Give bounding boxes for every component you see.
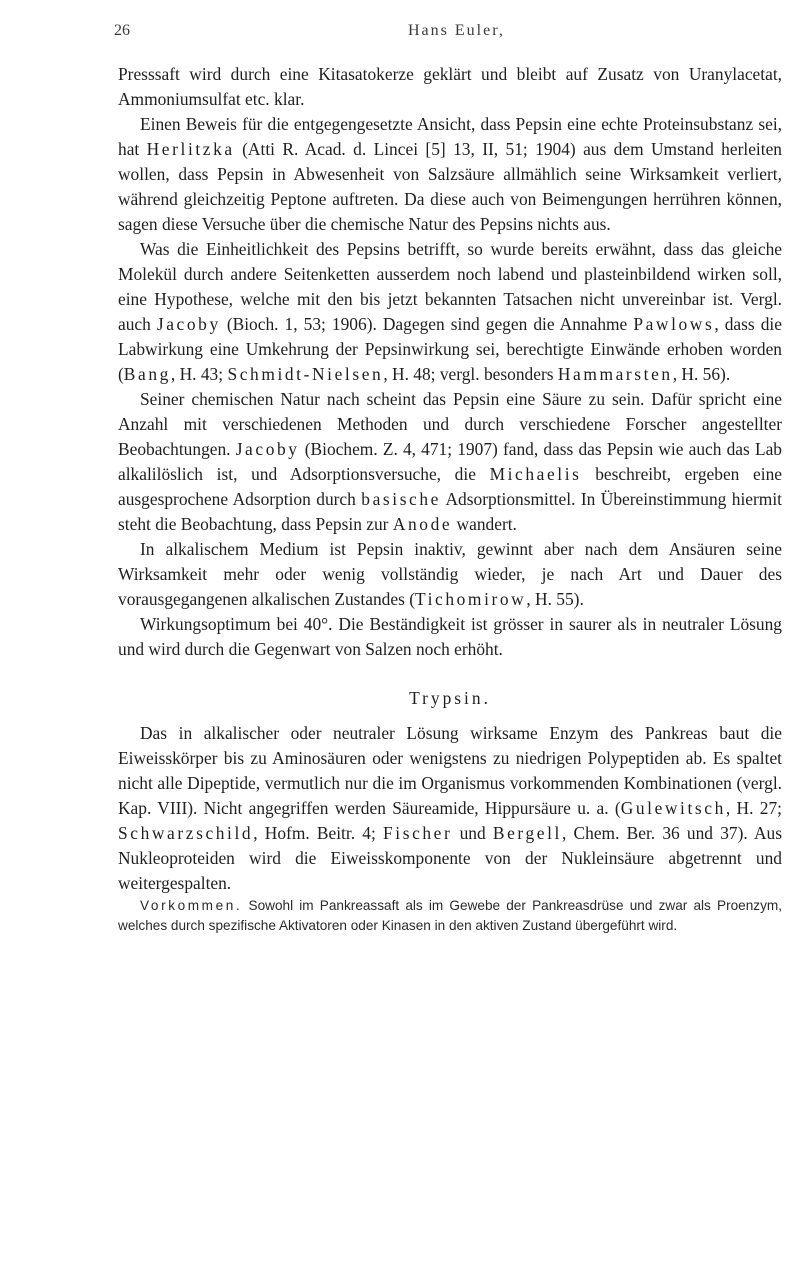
running-head: Hans Euler, — [408, 22, 505, 39]
text-run: , H. 48; vergl. besonders — [383, 364, 558, 384]
text-run: In alkalischem Medium ist Pepsin inaktiv, gewinnt aber nach dem Ansäuren seine Wirksamkeit mehr oder wenig vollständig wieder, je nach Art und Dauer des vorausgegangenen alkalischen Zustandes ( — [118, 539, 782, 609]
paragraph-presssaft: Presssaft wird durch eine Kitasatokerze geklärt und bleibt auf Zusatz von Uranylacetat, Ammoniumsulfat etc. klar. — [118, 64, 782, 109]
footnote-label: Vorkommen. — [140, 898, 243, 913]
author-name: Bergell — [492, 823, 562, 843]
footnote-vorkommen — [118, 896, 782, 936]
text-run: (Biochem. Z. 4, 471; 1907) fand, dass das Pepsin wie auch das Lab alkalilöslich ist, und Adsorptionsversuche, die — [118, 439, 782, 484]
text-run: Seiner chemischen Natur nach scheint das Pepsin eine Säure zu sein. Dafür spricht eine Anzahl mit verschiedenen Methoden und durch verschiedene Forscher angestellter Beobachtungen. — [118, 389, 782, 459]
text-run: , Hofm. Beitr. 4; — [253, 823, 383, 843]
author-name: Bang — [123, 364, 171, 384]
text-run: , H. 56). — [672, 364, 731, 384]
text-run: und — [452, 823, 493, 843]
paragraph-einheitlichkeit — [118, 237, 782, 387]
text-run: , Chem. Ber. 36 und 37). Aus Nukleoproteiden wird die Eiweisskomponente von der Nukleinsäure abgetrennt und weitergespalten. — [118, 823, 783, 893]
author-name: Jacoby — [235, 439, 300, 459]
text-run: (Bioch. 1, 53; 1906). Dagegen sind gegen die Annahme — [220, 314, 634, 334]
emphasis: Anode — [392, 514, 453, 534]
page-number: 26 — [114, 22, 130, 39]
text-run: Adsorptionsmittel. In Übereinstimmung hiermit steht die Beobachtung, dass Pepsin zur — [118, 489, 783, 534]
author-name: Michaelis — [489, 464, 582, 484]
text-run: , H. 43; — [170, 364, 228, 384]
author-name: Schmidt-Nielsen — [227, 364, 384, 384]
author-name: Jacoby — [156, 314, 221, 334]
paragraph-alkalisch — [118, 537, 782, 612]
paragraph-herlitzka — [118, 112, 782, 237]
paragraph-trypsin — [118, 721, 782, 896]
text-run: , H. 55). — [526, 589, 584, 609]
page-header — [114, 22, 782, 62]
section-heading-trypsin: Trypsin. — [409, 688, 491, 708]
text-run: (Atti R. Acad. d. Lincei [5] 13, II, 51; 1904) aus dem Umstand herleiten wollen, dass Pepsin in Abwesenheit von Salzsäure allmählich seine Wirksamkeit verliert, während gleichzeitig Peptone auftreten. Da diese auch von Beimengungen herrühren können, sagen diese Versuche über die chemische Natur des Pepsins nichts aus. — [118, 139, 782, 234]
text-run: beschreibt, ergeben eine ausgesprochene Adsorption durch — [118, 464, 782, 509]
text-run: , H. 27; — [725, 798, 782, 818]
author-name: Tichomirow — [414, 589, 527, 609]
author-name: Hammarsten — [557, 364, 673, 384]
footnote-text: Sowohl im Pankreassaft als im Gewebe der Pankreasdrüse und zwar als Proenzym, welches durch spezifische Aktivatoren oder Kinasen in den aktiven Zustand übergeführt wird. — [118, 898, 782, 933]
paragraph-optimum: Wirkungsoptimum bei 40°. Die Beständigkeit ist grösser in saurer als in neutraler Lösung und wird durch die Gegenwart von Salzen noch erhöht. — [118, 614, 782, 659]
text-run: wandert. — [452, 514, 517, 534]
text-run: Was die Einheitlichkeit des Pepsins betrifft, so wurde bereits erwähnt, dass das gleiche Molekül durch andere Seitenketten ausserdem noch labend und plasteinbildend wirken soll, eine Hypothese, welche mit den bis jetzt bekannten Tatsachen nicht unvereinbar ist. Vergl. auch — [118, 239, 782, 334]
body-text — [118, 62, 782, 936]
author-name: Fischer — [383, 823, 453, 843]
author-name: Herlitzka — [146, 139, 235, 159]
author-name: Gulewitsch — [620, 798, 726, 818]
paragraph-chemische-natur — [118, 387, 782, 537]
text-run: Einen Beweis für die entgegengesetzte Ansicht, dass Pepsin eine echte Proteinsubstanz sei, hat — [118, 114, 782, 159]
book-page — [114, 22, 783, 936]
author-name: Pawlows — [633, 314, 715, 334]
text-run: Das in alkalischer oder neutraler Lösung wirksame Enzym des Pankreas baut die Eiweisskörper bis zu Aminosäuren oder wenigstens zu niedrigen Polypeptiden ab. Es spaltet nicht alle Dipeptide, vermutlich nur die im Organismus vorkommenden Kombinationen (vergl. Kap. VIII). Nicht angegriffen werden Säureamide, Hippursäure u. a. ( — [118, 723, 782, 818]
author-name: Schwarzschild — [118, 823, 254, 843]
emphasis: basische — [361, 489, 441, 509]
text-run: , dass die Labwirkung eine Umkehrung der Pepsinwirkung sei, berechtigte Einwände erhoben worden ( — [118, 314, 782, 384]
